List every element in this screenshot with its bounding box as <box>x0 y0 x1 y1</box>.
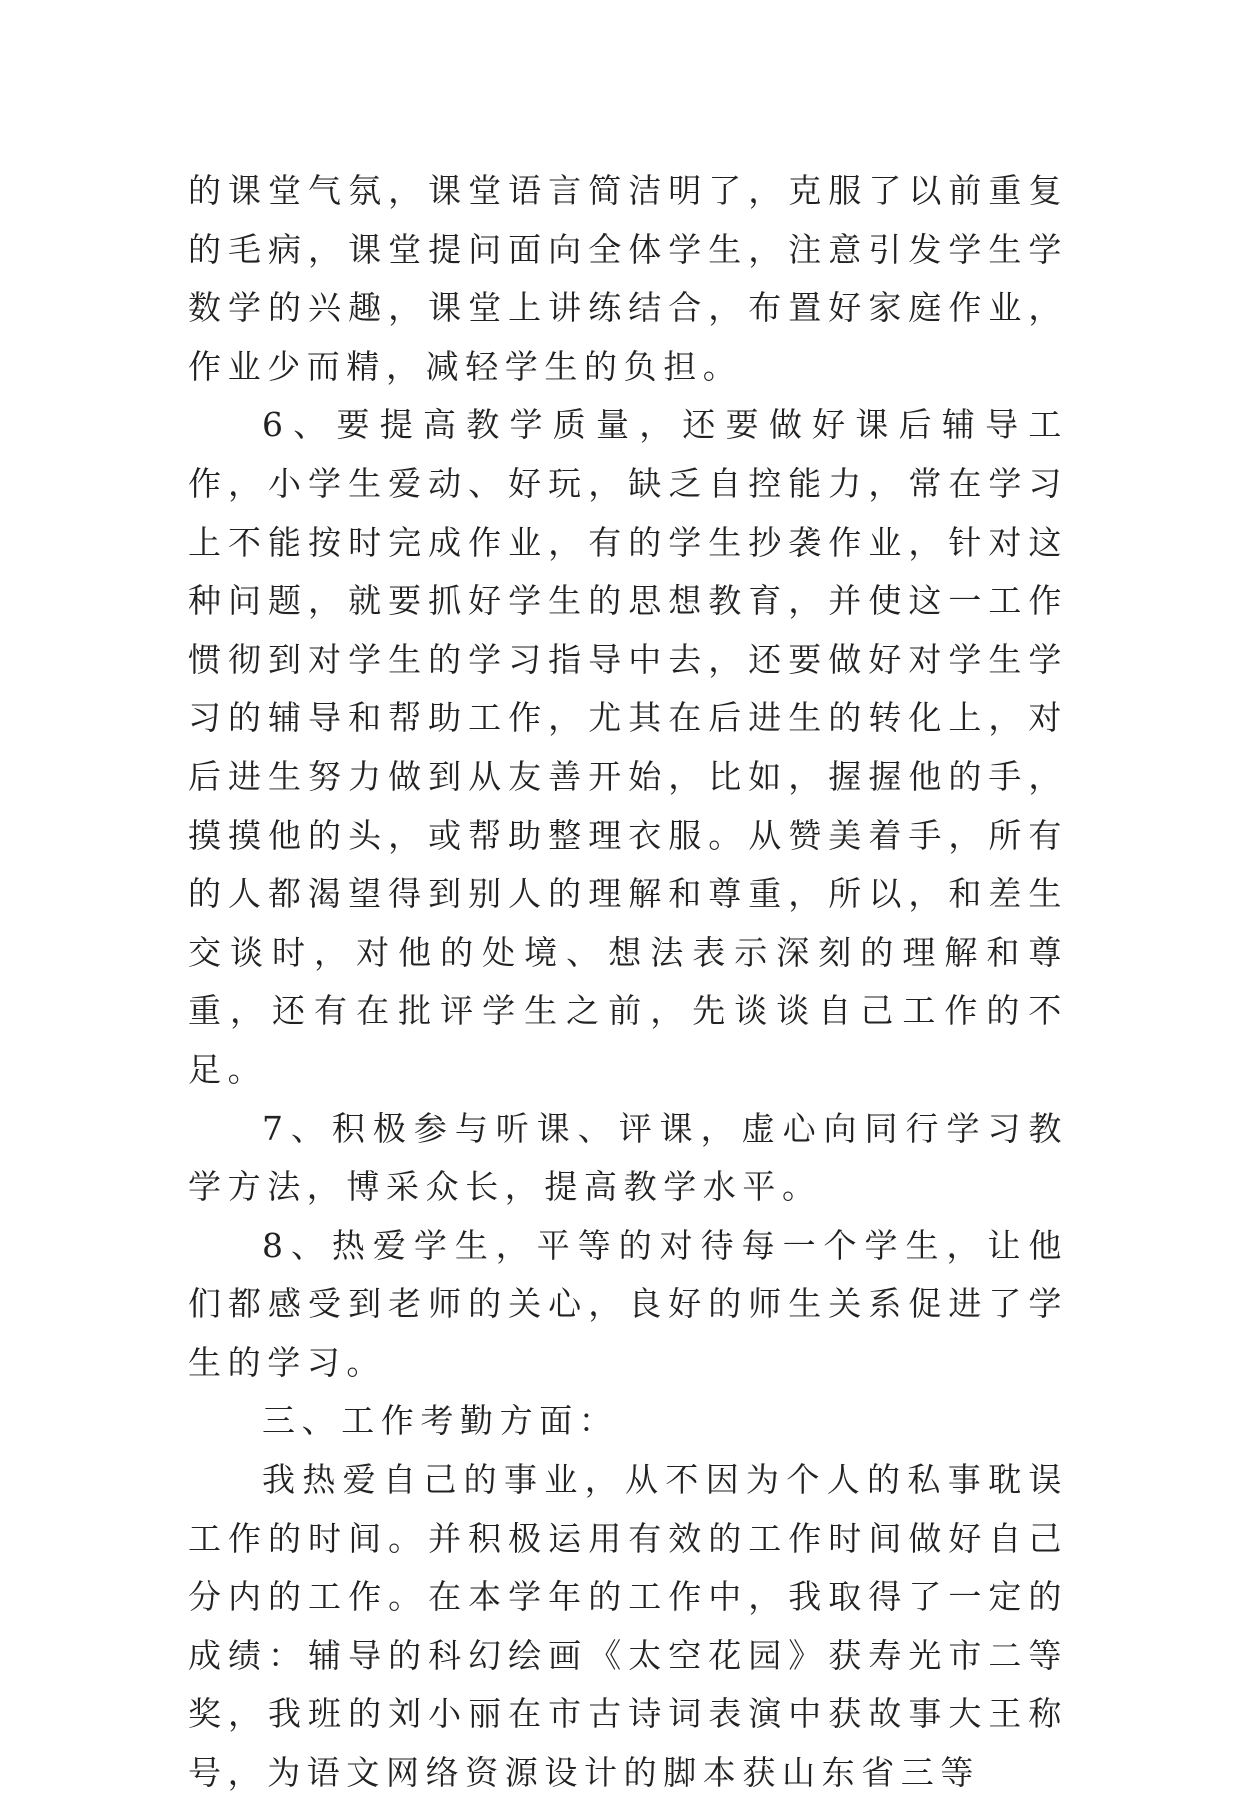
paragraph-item-8: 8、热爱学生，平等的对待每一个学生，让他们都感受到老师的关心，良好的师生关系促进了学生的学习。 <box>188 1225 1068 1382</box>
paragraph-item-7: 7、积极参与听课、评课，虚心向同行学习教学方法，博采众长，提高教学水平。 <box>188 1108 1068 1207</box>
document-body <box>188 162 1068 1803</box>
paragraph-continued: 的课堂气氛，课堂语言简洁明了，克服了以前重复的毛病，课堂提问面向全体学生，注意引发学生学数学的兴趣，课堂上讲练结合，布置好家庭作业，作业少而精，减轻学生的负担。 <box>188 171 1068 386</box>
paragraph-attendance: 我热爱自己的事业，从不因为个人的私事耽误工作的时间。并积极运用有效的工作时间做好自己分内的工作。在本学年的工作中，我取得了一定的成绩：辅导的科幻绘画《太空花园》获寿光市二等奖，我班的刘小丽在市古诗词表演中获故事大王称号，为语文网络资源设计的脚本获山东省三等 <box>188 1460 1068 1793</box>
paragraph-item-6: 6、要提高教学质量，还要做好课后辅导工作，小学生爱动、好玩，缺乏自控能力，常在学习上不能按时完成作业，有的学生抄袭作业，针对这种问题，就要抓好学生的思想教育，并使这一工作惯彻到对学生的学习指导中去，还要做好对学生学习的辅导和帮助工作，尤其在后进生的转化上，对后进生努力做到从友善开始，比如，握握他的手，摸摸他的头，或帮助整理衣服。从赞美着手，所有的人都渴望得到别人的理解和尊重，所以，和差生交谈时，对他的处境、想法表示深刻的理解和尊重，还有在批评学生之前，先谈谈自己工作的不足。 <box>188 405 1068 1089</box>
section-heading-attendance: 三、工作考勤方面： <box>262 1401 619 1441</box>
